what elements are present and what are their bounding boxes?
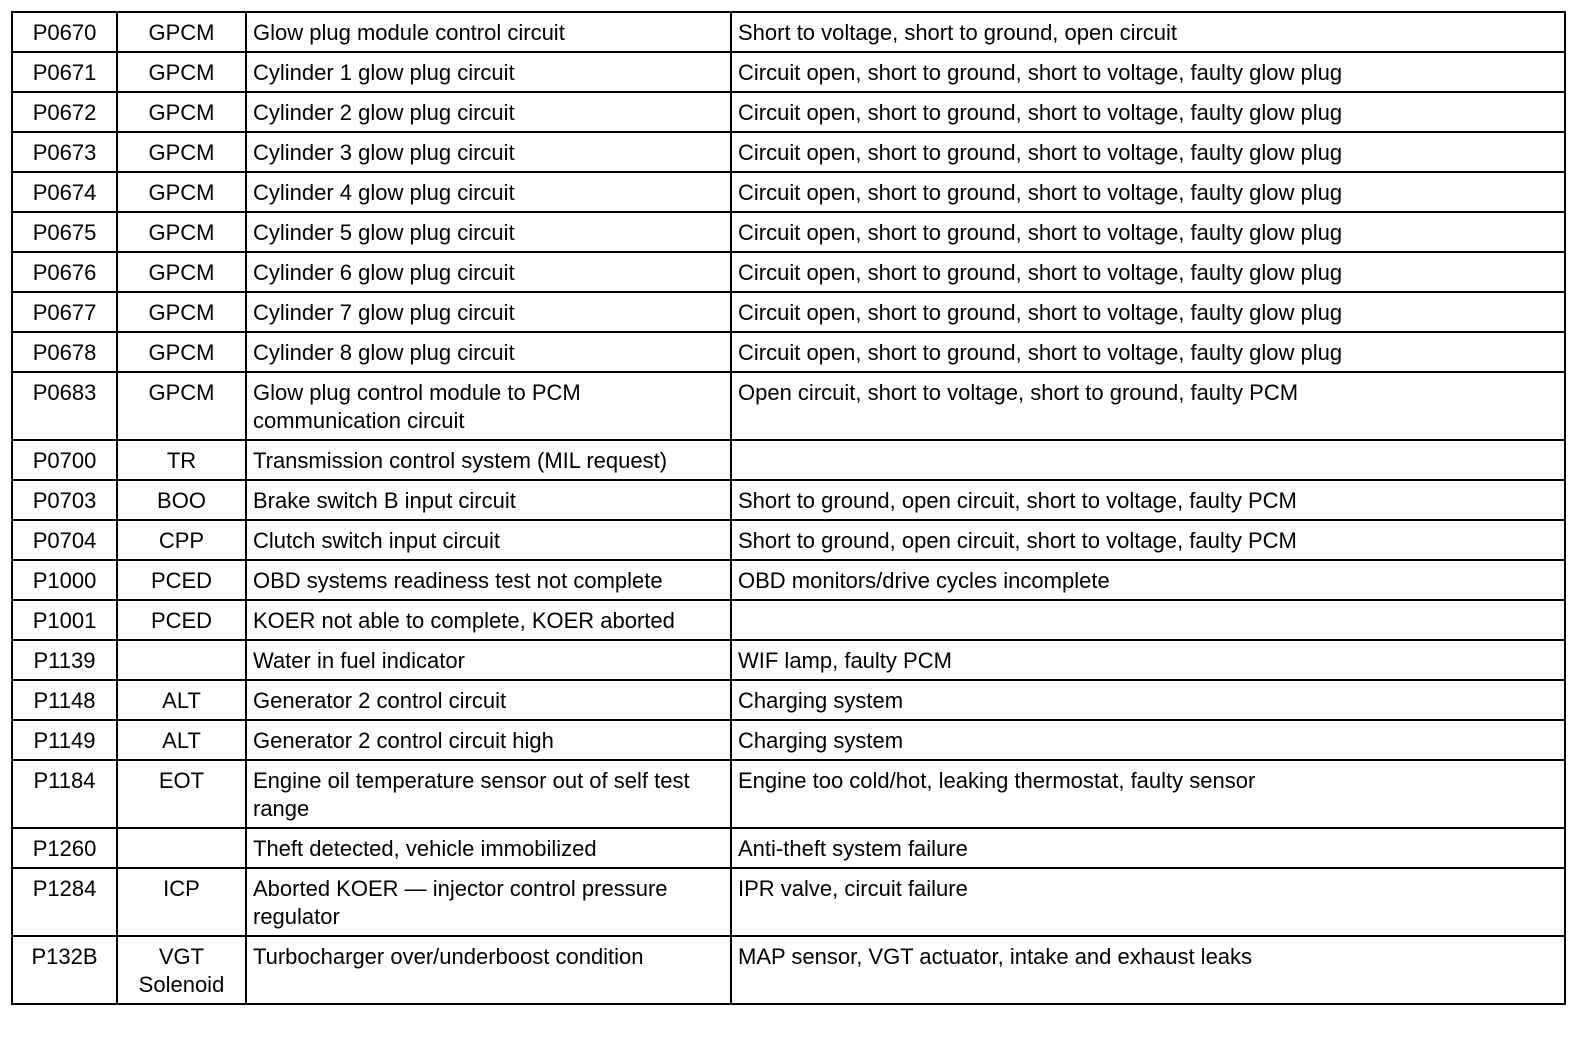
possible-causes-cell: Circuit open, short to ground, short to voltage, faulty glow plug: [731, 332, 1565, 372]
description-cell: Cylinder 7 glow plug circuit: [246, 292, 731, 332]
system-cell: EOT: [117, 760, 246, 828]
dtc-table-body: [12, 12, 1565, 1004]
dtc-code-cell: P0673: [12, 132, 117, 172]
system-cell: BOO: [117, 480, 246, 520]
dtc-code-cell: P1284: [12, 868, 117, 936]
possible-causes-cell: MAP sensor, VGT actuator, intake and exhaust leaks: [731, 936, 1565, 1004]
table-row: [12, 372, 1565, 440]
possible-causes-cell: [731, 600, 1565, 640]
possible-causes-cell: Circuit open, short to ground, short to voltage, faulty glow plug: [731, 252, 1565, 292]
description-cell: OBD systems readiness test not complete: [246, 560, 731, 600]
possible-causes-cell: Anti-theft system failure: [731, 828, 1565, 868]
table-row: [12, 212, 1565, 252]
table-row: [12, 172, 1565, 212]
possible-causes-cell: Circuit open, short to ground, short to voltage, faulty glow plug: [731, 132, 1565, 172]
possible-causes-cell: [731, 440, 1565, 480]
dtc-code-cell: P0704: [12, 520, 117, 560]
description-cell: Aborted KOER — injector control pressure regulator: [246, 868, 731, 936]
dtc-code-cell: P0677: [12, 292, 117, 332]
dtc-code-cell: P1148: [12, 680, 117, 720]
system-cell: GPCM: [117, 132, 246, 172]
table-row: [12, 480, 1565, 520]
table-row: [12, 92, 1565, 132]
description-cell: Glow plug module control circuit: [246, 12, 731, 52]
system-cell: GPCM: [117, 252, 246, 292]
description-cell: Cylinder 2 glow plug circuit: [246, 92, 731, 132]
dtc-code-cell: P132B: [12, 936, 117, 1004]
system-cell: ICP: [117, 868, 246, 936]
table-row: [12, 520, 1565, 560]
dtc-table: [11, 11, 1566, 1005]
system-cell: [117, 828, 246, 868]
table-row: [12, 440, 1565, 480]
description-cell: Transmission control system (MIL request): [246, 440, 731, 480]
system-cell: GPCM: [117, 372, 246, 440]
system-cell: GPCM: [117, 332, 246, 372]
table-row: [12, 936, 1565, 1004]
possible-causes-cell: Short to ground, open circuit, short to voltage, faulty PCM: [731, 480, 1565, 520]
table-row: [12, 720, 1565, 760]
description-cell: Theft detected, vehicle immobilized: [246, 828, 731, 868]
system-cell: ALT: [117, 680, 246, 720]
system-cell: GPCM: [117, 172, 246, 212]
table-row: [12, 52, 1565, 92]
dtc-code-cell: P1001: [12, 600, 117, 640]
table-row: [12, 868, 1565, 936]
system-cell: [117, 640, 246, 680]
system-cell: GPCM: [117, 12, 246, 52]
dtc-code-cell: P0676: [12, 252, 117, 292]
dtc-code-cell: P0703: [12, 480, 117, 520]
system-cell: PCED: [117, 560, 246, 600]
dtc-code-cell: P0674: [12, 172, 117, 212]
table-row: [12, 600, 1565, 640]
possible-causes-cell: OBD monitors/drive cycles incomplete: [731, 560, 1565, 600]
possible-causes-cell: Charging system: [731, 680, 1565, 720]
table-row: [12, 760, 1565, 828]
system-cell: GPCM: [117, 52, 246, 92]
table-row: [12, 828, 1565, 868]
description-cell: Brake switch B input circuit: [246, 480, 731, 520]
description-cell: Glow plug control module to PCM communication circuit: [246, 372, 731, 440]
description-cell: Clutch switch input circuit: [246, 520, 731, 560]
system-cell: GPCM: [117, 92, 246, 132]
system-cell: ALT: [117, 720, 246, 760]
dtc-code-cell: P0683: [12, 372, 117, 440]
dtc-code-cell: P0678: [12, 332, 117, 372]
dtc-code-cell: P1139: [12, 640, 117, 680]
possible-causes-cell: Charging system: [731, 720, 1565, 760]
system-cell: CPP: [117, 520, 246, 560]
description-cell: Generator 2 control circuit high: [246, 720, 731, 760]
possible-causes-cell: Circuit open, short to ground, short to voltage, faulty glow plug: [731, 292, 1565, 332]
dtc-code-cell: P1260: [12, 828, 117, 868]
system-cell: VGT Solenoid: [117, 936, 246, 1004]
table-row: [12, 560, 1565, 600]
description-cell: Generator 2 control circuit: [246, 680, 731, 720]
system-cell: PCED: [117, 600, 246, 640]
possible-causes-cell: Circuit open, short to ground, short to voltage, faulty glow plug: [731, 172, 1565, 212]
possible-causes-cell: Open circuit, short to voltage, short to ground, faulty PCM: [731, 372, 1565, 440]
possible-causes-cell: Short to ground, open circuit, short to voltage, faulty PCM: [731, 520, 1565, 560]
possible-causes-cell: Circuit open, short to ground, short to voltage, faulty glow plug: [731, 92, 1565, 132]
possible-causes-cell: Circuit open, short to ground, short to voltage, faulty glow plug: [731, 212, 1565, 252]
description-cell: Cylinder 5 glow plug circuit: [246, 212, 731, 252]
description-cell: Engine oil temperature sensor out of self test range: [246, 760, 731, 828]
table-row: [12, 292, 1565, 332]
description-cell: Turbocharger over/underboost condition: [246, 936, 731, 1004]
dtc-code-cell: P1000: [12, 560, 117, 600]
table-row: [12, 132, 1565, 172]
table-row: [12, 12, 1565, 52]
description-cell: Cylinder 4 glow plug circuit: [246, 172, 731, 212]
possible-causes-cell: WIF lamp, faulty PCM: [731, 640, 1565, 680]
table-row: [12, 680, 1565, 720]
possible-causes-cell: Engine too cold/hot, leaking thermostat, faulty sensor: [731, 760, 1565, 828]
dtc-code-cell: P0700: [12, 440, 117, 480]
dtc-code-cell: P1149: [12, 720, 117, 760]
dtc-code-cell: P0675: [12, 212, 117, 252]
system-cell: GPCM: [117, 212, 246, 252]
possible-causes-cell: Circuit open, short to ground, short to voltage, faulty glow plug: [731, 52, 1565, 92]
description-cell: KOER not able to complete, KOER aborted: [246, 600, 731, 640]
possible-causes-cell: Short to voltage, short to ground, open circuit: [731, 12, 1565, 52]
dtc-code-cell: P0671: [12, 52, 117, 92]
table-row: [12, 640, 1565, 680]
system-cell: TR: [117, 440, 246, 480]
dtc-code-cell: P0670: [12, 12, 117, 52]
description-cell: Cylinder 8 glow plug circuit: [246, 332, 731, 372]
table-row: [12, 252, 1565, 292]
table-row: [12, 332, 1565, 372]
description-cell: Cylinder 3 glow plug circuit: [246, 132, 731, 172]
dtc-code-cell: P0672: [12, 92, 117, 132]
possible-causes-cell: IPR valve, circuit failure: [731, 868, 1565, 936]
description-cell: Water in fuel indicator: [246, 640, 731, 680]
dtc-code-cell: P1184: [12, 760, 117, 828]
system-cell: GPCM: [117, 292, 246, 332]
description-cell: Cylinder 1 glow plug circuit: [246, 52, 731, 92]
description-cell: Cylinder 6 glow plug circuit: [246, 252, 731, 292]
